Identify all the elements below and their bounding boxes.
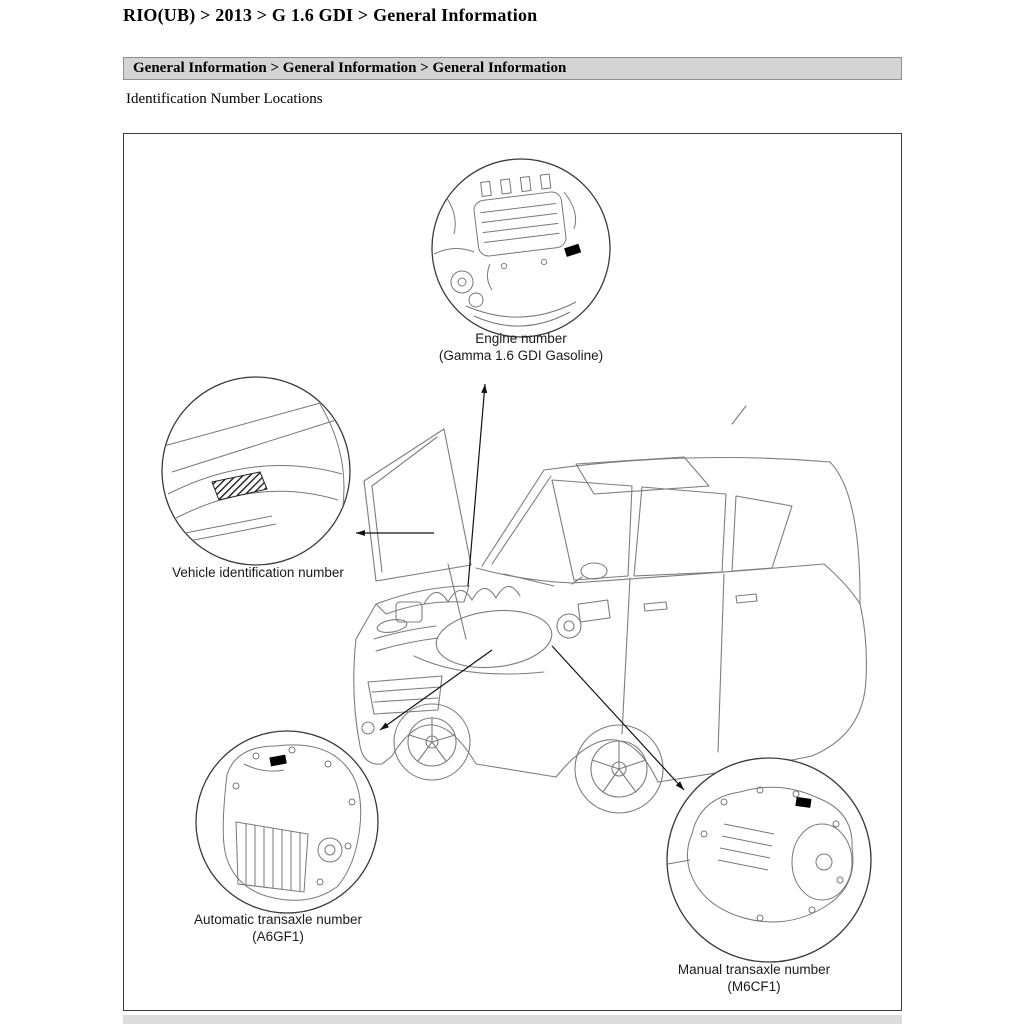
- engine-number-label: [371, 330, 671, 364]
- manual-transaxle-label-line1: Manual transaxle number: [677, 962, 831, 977]
- vin-detail-circle: [162, 377, 350, 565]
- pointer-arrows: [356, 384, 684, 790]
- auto-transaxle-label-line1: Automatic transaxle number: [193, 912, 363, 927]
- vin-label-line1: Vehicle identification number: [172, 565, 344, 580]
- auto-transaxle-label: [128, 911, 428, 945]
- manual-transaxle-detail-circle: [667, 758, 871, 962]
- auto-transaxle-label-line2: (A6GF1): [252, 929, 304, 944]
- engine-number-label-line2: (Gamma 1.6 GDI Gasoline): [438, 348, 604, 363]
- bottom-edge-strip: [123, 1015, 902, 1024]
- identification-diagram: [123, 133, 902, 1011]
- engine-pointer-arrow: [468, 384, 485, 586]
- breadcrumb: RIO(UB) > 2013 > G 1.6 GDI > General Information: [123, 5, 538, 25]
- auto-transaxle-detail-circle: [196, 731, 378, 913]
- engine-number-label-line1: Engine number: [475, 331, 567, 346]
- manual-transaxle-label-line2: (M6CF1): [727, 979, 781, 994]
- car-illustration: [354, 406, 867, 813]
- engine-detail-circle: [432, 159, 610, 337]
- manual-transaxle-label: [604, 961, 904, 995]
- section-header-bar: General Information > General Information > General Information: [123, 57, 902, 80]
- vin-label: [124, 564, 392, 581]
- page-subtitle: Identification Number Locations: [126, 91, 323, 107]
